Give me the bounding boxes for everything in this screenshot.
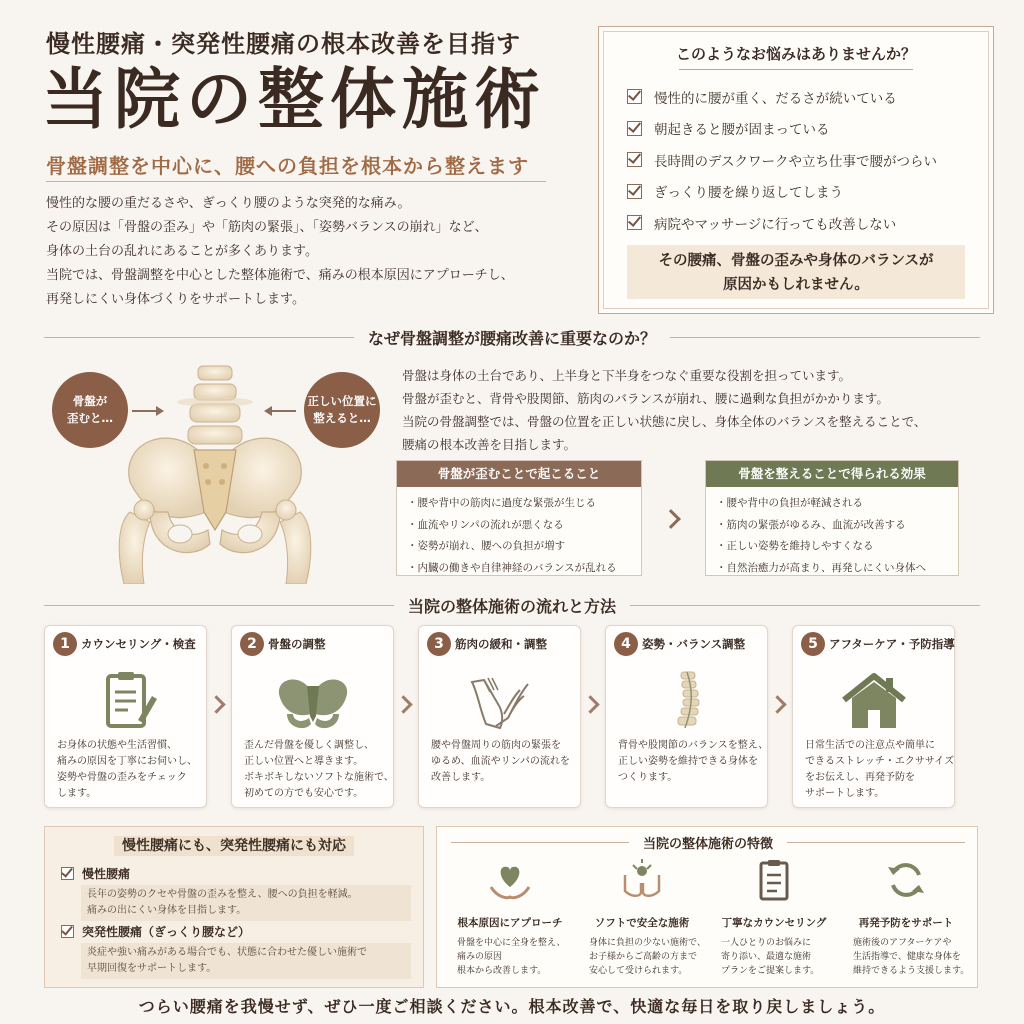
type-description xyxy=(81,885,411,921)
list-item: ・自然治癒力が高まり、再発しにくい身体へ xyxy=(716,561,926,574)
desc-line: 腰や骨盤周りの筋肉の緊張を xyxy=(431,740,561,751)
text-line: 当院の骨盤調整では、骨盤の位置を正しい状態に戻し、身体全体のバランスを整えることで、 xyxy=(402,414,927,429)
divider xyxy=(630,605,980,606)
page-title: 当院の整体施術 xyxy=(42,60,546,138)
feature-title: 再発予防をサポート xyxy=(858,917,954,929)
divider xyxy=(787,842,965,843)
list-item: ・腰や背中の負担が軽減される xyxy=(716,497,863,509)
desc-line: 改善します。 xyxy=(431,772,491,783)
conclusion-line: その腰痛、骨盤の歪みや身体のバランスが xyxy=(658,253,934,269)
bubble-text: 正しい位置に xyxy=(307,394,377,408)
step-card-5 xyxy=(792,625,955,808)
desc-line: 早期回復をサポートします。 xyxy=(87,963,217,974)
divider xyxy=(679,69,913,70)
desc-line: 正しい姿勢を維持できる身体を xyxy=(618,756,758,767)
feature-description xyxy=(577,936,707,978)
desc-line: 寄り添い、最適な施術 xyxy=(721,952,812,962)
desc-line: 背骨や股関節のバランスを整え、 xyxy=(618,740,769,751)
step-card-2 xyxy=(231,625,394,808)
chevron-right-icon xyxy=(207,695,225,713)
section-title: なぜ骨盤調整が腰痛改善に重要なのか？ xyxy=(368,329,657,348)
step-card-4 xyxy=(605,625,768,808)
desc-line: 炎症や強い痛みがある場合でも、状態に合わせた優しい施術で xyxy=(87,947,367,958)
step-number: 3 xyxy=(427,632,451,656)
cause-list xyxy=(397,487,641,579)
step-title: アフターケア・予防指導 xyxy=(829,637,955,651)
feature-description xyxy=(709,936,839,978)
bubble-pelvis-aligned xyxy=(304,372,380,448)
feature-title: ソフトで安全な施術 xyxy=(594,917,690,929)
tagline: 骨盤調整を中心に、腰への負担を根本から整えます xyxy=(46,154,529,178)
effect-list xyxy=(706,487,958,579)
checkbox-checked-icon xyxy=(627,89,642,104)
checkbox-checked-icon xyxy=(627,152,642,167)
bubble-text: 歪むと… xyxy=(67,411,113,425)
desc-line: 施術後のアフターケアや xyxy=(853,938,952,948)
section-header-flow xyxy=(44,594,980,617)
type-description xyxy=(81,943,411,979)
intro-line: 慢性的な腰の重だるさや、ぎっくり腰のような突発的な痛み。 xyxy=(46,196,411,211)
worries-conclusion xyxy=(627,245,965,299)
step-title: 筋肉の緩和・調整 xyxy=(455,637,547,651)
step-description xyxy=(618,738,769,786)
type-heading xyxy=(61,865,411,882)
house-icon xyxy=(834,670,914,732)
divider xyxy=(46,181,546,182)
bubble-text: 整えると… xyxy=(313,411,371,425)
desc-line: 安心して受けられます。 xyxy=(589,966,688,976)
step-title: カウンセリング・検査 xyxy=(81,637,196,651)
desc-line: つくります。 xyxy=(618,772,678,783)
list-item xyxy=(627,113,977,145)
step-description xyxy=(57,738,198,802)
worry-text: ぎっくり腰を繰り返してしまう xyxy=(654,185,843,202)
step-number: 2 xyxy=(240,632,264,656)
chevron-right-icon xyxy=(581,695,599,713)
worries-box xyxy=(598,26,994,314)
desc-line: をお伝えし、再発予防を xyxy=(805,772,915,783)
text-line: 腰痛の根本改善を目指します。 xyxy=(402,437,577,452)
desc-line: プランをご提案します。 xyxy=(721,966,820,976)
desc-line: 骨盤を中心に全身を整え、 xyxy=(457,938,566,948)
intro-line: 再発しにくい身体づくりをサポートします。 xyxy=(46,292,305,307)
step-number: 5 xyxy=(801,632,825,656)
desc-line: 痛みの原因を丁寧にお伺いし、 xyxy=(57,756,197,767)
divider xyxy=(44,605,394,606)
type-name: 慢性腰痛 xyxy=(82,867,131,881)
desc-line: 痛みの出にくい身体を目指します。 xyxy=(87,905,247,916)
desc-line: お身体の状態や生活習慣、 xyxy=(57,740,177,751)
hands-icon xyxy=(460,670,540,732)
bubble-text: 骨盤が xyxy=(72,394,108,408)
pelvis-explanation xyxy=(402,364,1002,456)
chevron-right-icon xyxy=(394,695,412,713)
checkbox-checked-icon xyxy=(627,121,642,136)
section-title: 当院の整体施術の流れと方法 xyxy=(408,597,617,616)
types-title-text: 慢性腰痛にも、突発性腰痛にも対応 xyxy=(114,836,354,856)
text-line: 骨盤が歪むと、背骨や股関節、筋肉のバランスが崩れ、腰に過剰な負担がかかります。 xyxy=(402,391,889,406)
chevron-right-icon xyxy=(768,695,786,713)
desc-line: 姿勢や骨盤の歪みをチェック xyxy=(57,772,187,783)
step-title: 姿勢・バランス調整 xyxy=(642,637,746,651)
list-item: ・内臓の働きや自律神経のバランスが乱れる xyxy=(407,561,617,574)
type-name: 突発性腰痛（ぎっくり腰など） xyxy=(82,925,251,939)
cause-title: 骨盤が歪むことで起こること xyxy=(397,461,641,487)
feature-root-cause xyxy=(445,857,575,978)
page-subtitle: 慢性腰痛・突発性腰痛の根本改善を目指す xyxy=(46,29,521,58)
cause-box xyxy=(396,460,642,576)
desc-line: できるストレッチ・エクササイズ xyxy=(805,756,955,767)
spine-icon xyxy=(647,670,727,732)
type-heading xyxy=(61,923,411,940)
desc-line: 痛みの原因 xyxy=(457,952,503,962)
list-item: ・筋肉の緊張がゆるみ、血流が改善する xyxy=(716,518,906,531)
type-item-acute xyxy=(61,923,411,979)
feature-title: 根本原因にアプローチ xyxy=(457,917,563,929)
divider xyxy=(670,337,980,338)
worries-title: このようなお悩みはありませんか？ xyxy=(675,45,916,63)
pelvis-icon xyxy=(273,670,353,732)
step-description xyxy=(244,738,394,802)
desc-line: 初めての方でも安心です。 xyxy=(244,788,364,799)
desc-line: 歪んだ骨盤を優しく調整し、 xyxy=(244,740,374,751)
feature-description xyxy=(841,936,971,978)
intro-line: 当院では、骨盤調整を中心とした整体施術で、痛みの根本原因にアプローチし、 xyxy=(46,268,514,283)
worry-text: 長時間のデスクワークや立ち仕事で腰がつらい xyxy=(654,153,937,170)
list-item xyxy=(627,176,977,208)
feature-soft-safe xyxy=(577,857,707,978)
worry-text: 病院やマッサージに行っても改善しない xyxy=(654,216,897,233)
divider xyxy=(44,337,354,338)
desc-line: 一人ひとりのお悩みに xyxy=(721,938,812,948)
worries-list xyxy=(627,81,977,239)
step-title: 骨盤の調整 xyxy=(268,637,326,651)
desc-line: 日常生活での注意点や簡単に xyxy=(805,740,935,751)
effect-box xyxy=(705,460,959,576)
features-header xyxy=(451,833,965,852)
list-item: ・腰や背中の筋肉に過度な緊張が生じる xyxy=(407,497,596,509)
desc-line: 長年の姿勢のクセや骨盤の歪みを整え、腰への負担を軽減。 xyxy=(87,889,358,900)
feature-counseling xyxy=(709,857,839,978)
desc-line: 正しい位置へと導きます。 xyxy=(244,756,364,767)
desc-line: お子様からご高齢の方まで xyxy=(589,952,698,962)
list-item xyxy=(627,207,977,239)
list-item: ・血流やリンパの流れが悪くなる xyxy=(407,518,564,531)
step-description xyxy=(805,738,955,802)
types-title xyxy=(45,835,423,855)
intro-line: 身体の土台の乱れにあることが多くあります。 xyxy=(46,244,318,259)
chevron-right-icon xyxy=(661,509,681,529)
desc-line: します。 xyxy=(57,788,97,799)
intro-text xyxy=(46,192,566,312)
step-card-3 xyxy=(418,625,581,808)
features-title: 当院の整体施術の特徴 xyxy=(643,837,774,852)
type-item-chronic xyxy=(61,865,411,921)
step-card-1 xyxy=(44,625,207,808)
desc-line: 身体に負担の少ない施術で、 xyxy=(589,938,706,948)
features-box xyxy=(436,826,978,988)
conclusion-line: 原因かもしれません。 xyxy=(723,277,869,293)
clipboard-icon xyxy=(86,670,166,732)
feature-title: 丁寧なカウンセリング xyxy=(721,917,827,929)
worry-text: 慢性的に腰が重く、だるさが続いている xyxy=(654,90,897,107)
checkbox-checked-icon xyxy=(61,925,74,938)
feature-description xyxy=(445,936,575,978)
divider xyxy=(451,842,629,843)
arrow-left-icon xyxy=(266,410,296,412)
checkbox-checked-icon xyxy=(61,867,74,880)
desc-line: 根本から改善します。 xyxy=(457,966,547,976)
section-header-pelvis xyxy=(44,326,980,349)
list-item xyxy=(627,144,977,176)
feature-prevention xyxy=(841,857,971,978)
list-item: ・正しい姿勢を維持しやすくなる xyxy=(716,540,874,552)
step-number: 1 xyxy=(53,632,77,656)
checkbox-checked-icon xyxy=(627,215,642,230)
list-item xyxy=(627,81,977,113)
step-number: 4 xyxy=(614,632,638,656)
effect-title: 骨盤を整えることで得られる効果 xyxy=(706,461,958,487)
desc-line: 生活指導で、健康な身体を xyxy=(853,952,961,962)
checklist-icon xyxy=(751,857,797,903)
desc-line: 維持できるよう支援します。 xyxy=(853,966,970,976)
refresh-icon xyxy=(883,857,929,903)
back-pain-types-box xyxy=(44,826,424,988)
caring-hands-icon xyxy=(619,857,665,903)
intro-line: その原因は「骨盤の歪み」や「筋肉の緊張」、「姿勢バランスの崩れ」など、 xyxy=(46,220,488,235)
heart-hands-icon xyxy=(487,857,533,903)
list-item: ・姿勢が崩れ、腰への負担が増す xyxy=(407,540,566,552)
footer-message: つらい腰痛を我慢せず、ぜひ一度ご相談ください。根本改善で、快適な毎日を取り戻しましょう。 xyxy=(138,997,886,1016)
desc-line: サポートします。 xyxy=(805,788,885,799)
desc-line: ゆるめ、血流やリンパの流れを xyxy=(431,756,570,767)
desc-line: ボキボキしないソフトな施術で、 xyxy=(244,772,394,783)
step-description xyxy=(431,738,572,786)
text-line: 骨盤は身体の土台であり、上半身と下半身をつなぐ重要な役割を担っています。 xyxy=(402,368,852,383)
pelvis-illustration xyxy=(110,362,320,584)
worry-text: 朝起きると腰が固まっている xyxy=(654,122,830,139)
checkbox-checked-icon xyxy=(627,184,642,199)
